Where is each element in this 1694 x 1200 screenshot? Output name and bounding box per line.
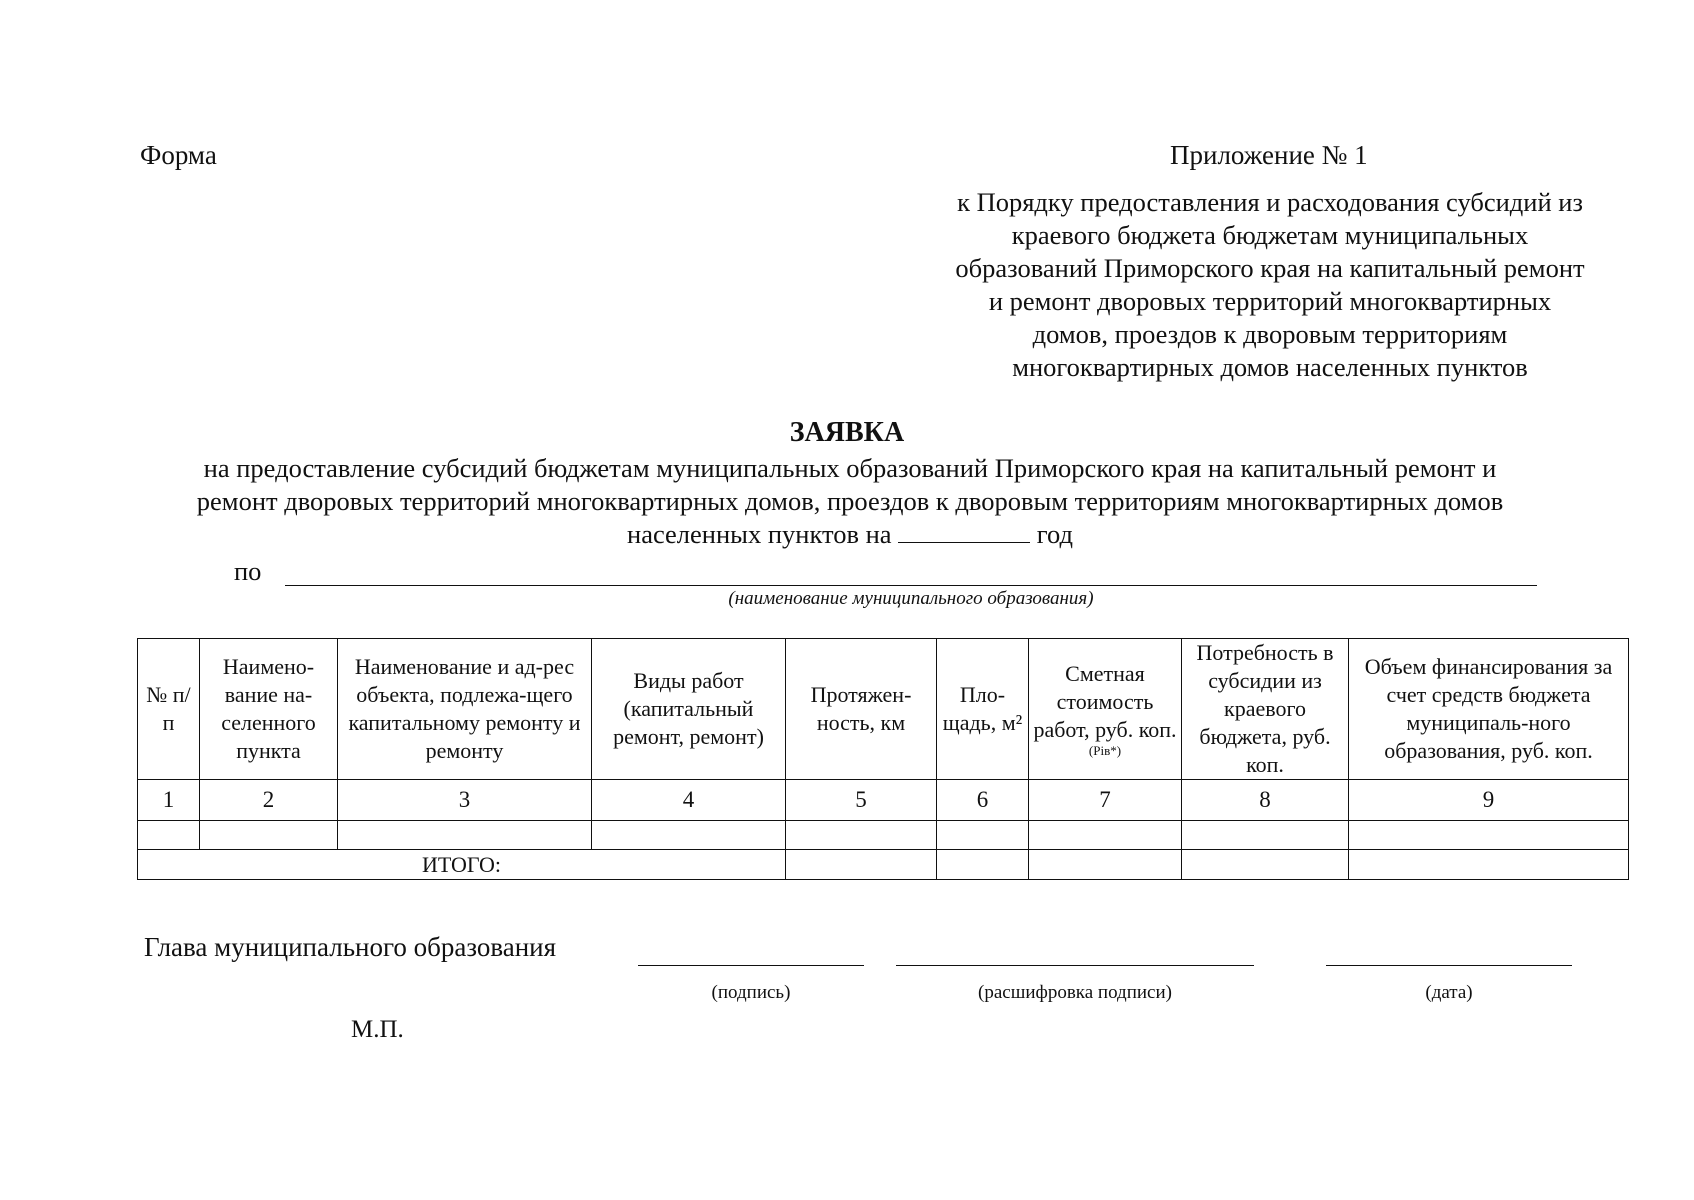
total-cell[interactable] [937, 850, 1029, 880]
date-caption: (дата) [1425, 982, 1473, 1003]
table-header-row [138, 639, 1629, 780]
document-subtitle [140, 452, 1560, 551]
header-cell-length: Протяжен-ность, км [786, 639, 937, 780]
signature-caption: (подпись) [711, 982, 791, 1003]
signature-line[interactable] [638, 965, 864, 966]
header-cell-estimate-text: Сметная стоимость работ, руб. коп. [1033, 661, 1177, 742]
column-number: 4 [592, 780, 786, 821]
column-number: 2 [200, 780, 338, 821]
total-cell[interactable] [1029, 850, 1182, 880]
subtitle-text: населенных пунктов на [627, 519, 892, 549]
table-cell[interactable] [338, 821, 592, 850]
table-row [138, 821, 1629, 850]
document-title: ЗАЯВКА [789, 417, 905, 448]
appendix-line: и ремонт дворовых территорий многоквартирных [988, 286, 1552, 316]
appendix-title: Приложение № 1 [1170, 140, 1368, 170]
table-cell[interactable] [1349, 821, 1629, 850]
total-cell[interactable] [786, 850, 937, 880]
subtitle-line: на предоставление субсидий бюджетам муниципальных образований Приморского края на капитальный ремонт и [203, 453, 1497, 483]
column-number: 8 [1182, 780, 1349, 821]
column-number: 1 [138, 780, 200, 821]
stamp-place-label: М.П. [351, 1016, 404, 1043]
header-cell-work-types: Виды работ (капитальный ремонт, ремонт) [592, 639, 786, 780]
total-cell[interactable] [1182, 850, 1349, 880]
table-cell[interactable] [786, 821, 937, 850]
table-cell[interactable] [592, 821, 786, 850]
date-line[interactable] [1326, 965, 1572, 966]
total-cell[interactable] [1349, 850, 1629, 880]
subtitle-line-year [140, 518, 1560, 551]
form-label: Форма [140, 140, 217, 170]
signature-decode-caption: (расшифровка подписи) [978, 982, 1172, 1003]
column-number: 7 [1029, 780, 1182, 821]
appendix-line: краевого бюджета бюджетам муниципальных [1011, 220, 1529, 250]
year-blank-field[interactable] [898, 518, 1030, 543]
subtitle-text: год [1036, 519, 1073, 549]
municipality-blank-field[interactable] [285, 585, 1537, 586]
column-number: 3 [338, 780, 592, 821]
total-label: ИТОГО: [138, 850, 786, 880]
column-number: 6 [937, 780, 1029, 821]
application-table [137, 638, 1629, 880]
signature-label: Глава муниципального образования [144, 932, 557, 962]
appendix-body [920, 186, 1620, 384]
municipality-caption: (наименование муниципального образования) [728, 588, 1094, 609]
header-cell-estimate [1029, 639, 1182, 780]
signature-decode-line[interactable] [896, 965, 1254, 966]
header-cell-area: Пло-щадь, м² [937, 639, 1029, 780]
estimate-note: (Piв*) [1088, 743, 1122, 758]
table-cell[interactable] [138, 821, 200, 850]
header-cell-municipal-funding: Объем финансирования за счет средств бюджета муниципаль-ного образования, руб. коп. [1349, 639, 1629, 780]
header-cell-subsidy: Потребность в субсидии из краевого бюджета, руб. коп. [1182, 639, 1349, 780]
table-cell[interactable] [1029, 821, 1182, 850]
appendix-line: образований Приморского края на капитальный ремонт [955, 253, 1585, 283]
appendix-line: многоквартирных домов населенных пунктов [1012, 352, 1528, 382]
appendix-line: домов, проездов к дворовым территориям [1032, 319, 1508, 349]
header-cell-number: № п/п [138, 639, 200, 780]
column-number: 9 [1349, 780, 1629, 821]
table-cell[interactable] [200, 821, 338, 850]
header-cell-settlement: Наимено-вание на-селенного пункта [200, 639, 338, 780]
table-cell[interactable] [1182, 821, 1349, 850]
po-label: по [234, 556, 262, 586]
table-cell[interactable] [937, 821, 1029, 850]
table-total-row [138, 850, 1629, 880]
subtitle-line: ремонт дворовых территорий многоквартирных домов, проездов к дворовым территориям многоквартирных домов [196, 486, 1504, 516]
header-cell-object: Наименование и ад-рес объекта, подлежа-щего капитальному ремонту и ремонту [338, 639, 592, 780]
table-number-row [138, 780, 1629, 821]
appendix-line: к Порядку предоставления и расходования субсидий из [957, 187, 1583, 217]
column-number: 5 [786, 780, 937, 821]
